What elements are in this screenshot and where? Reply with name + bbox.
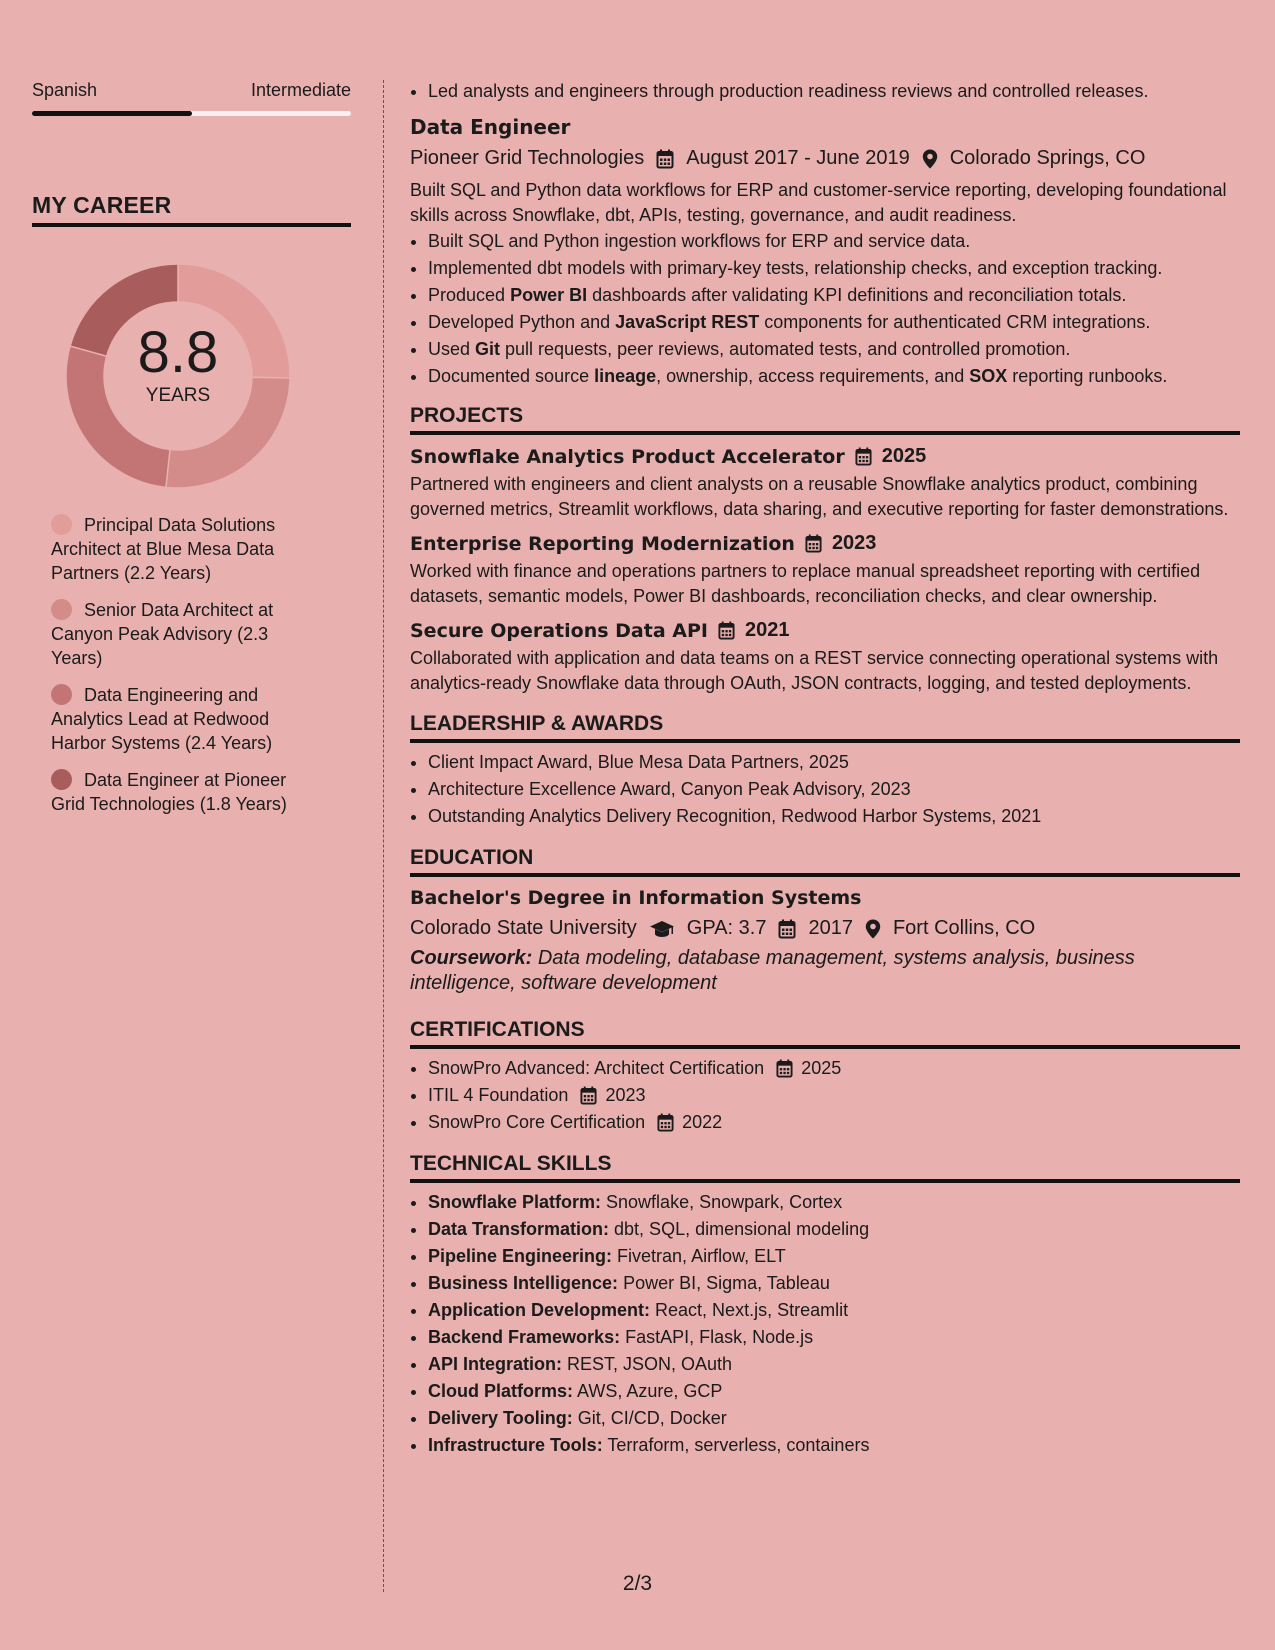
coursework-text: Data modeling, database management, systems analysis, business intelligence, software development <box>410 947 1135 994</box>
graduation-cap-icon <box>649 920 675 938</box>
text: Implemented dbt models with primary-key tests, relationship checks, and exception tracking. <box>428 258 1163 278</box>
projects-list <box>410 445 1240 696</box>
job-meta <box>410 147 1240 170</box>
skill-values: FastAPI, Flask, Node.js <box>620 1327 814 1347</box>
project-heading <box>410 532 1240 555</box>
legend-swatch <box>51 684 72 705</box>
list-item <box>428 1243 1240 1270</box>
text: dashboards after validating KPI definitions and reconciliation totals. <box>587 285 1127 305</box>
location-pin-icon <box>865 919 881 939</box>
text: reporting runbooks. <box>1007 366 1168 386</box>
bold-text: Power BI <box>510 285 588 305</box>
list-item: • Architecture Excellence Award, Canyon Peak Advisory, 2023 <box>428 776 1240 803</box>
text: Produced <box>428 285 511 305</box>
legend-swatch <box>51 514 72 535</box>
list-item <box>428 1270 1240 1297</box>
calendar-icon <box>776 1059 793 1078</box>
skill-category: Backend Frameworks: <box>428 1327 621 1347</box>
list-item <box>428 363 1240 390</box>
skill-values: Snowflake, Snowpark, Cortex <box>601 1192 843 1212</box>
list-item <box>428 336 1240 363</box>
calendar-icon-wrap <box>776 1059 793 1078</box>
job-bullets <box>410 228 1240 390</box>
certifications-section-title: CERTIFICATIONS <box>410 1018 1240 1049</box>
project-heading <box>410 445 1240 468</box>
language-proficiency-bar <box>32 111 351 116</box>
cert-year: 2023 <box>605 1085 646 1105</box>
list-item <box>428 1351 1240 1378</box>
language-row <box>32 80 351 101</box>
legend-swatch <box>51 599 72 620</box>
awards-section-title: LEADERSHIP & AWARDS <box>410 712 1240 743</box>
list-item <box>428 1055 1240 1082</box>
location-pin-icon <box>922 149 938 169</box>
list-item <box>428 1432 1240 1459</box>
job-dates: August 2017 - June 2019 <box>686 147 910 169</box>
column-divider <box>383 80 384 1592</box>
legend-item <box>51 768 311 816</box>
career-section-title: MY CAREER <box>32 192 351 227</box>
skill-values: React, Next.js, Streamlit <box>650 1300 849 1320</box>
skill-values: Git, CI/CD, Docker <box>572 1408 727 1428</box>
donut-center <box>32 320 324 407</box>
career-legend <box>32 513 351 816</box>
list-item <box>428 1189 1240 1216</box>
language-level: Intermediate <box>250 80 351 100</box>
skill-category: Cloud Platforms: <box>428 1381 574 1401</box>
skill-category: Snowflake Platform: <box>428 1192 602 1212</box>
skill-values: Fivetran, Airflow, ELT <box>612 1246 786 1266</box>
bold-text: SOX <box>969 366 1008 386</box>
list-item <box>428 228 1240 255</box>
project-heading <box>410 619 1240 642</box>
text: Built SQL and Python ingestion workflows for ERP and service data. <box>428 231 971 251</box>
legend-label: Senior Data Architect at Canyon Peak Advisory (2.3 Years) <box>51 600 274 668</box>
bold-text: JavaScript REST <box>615 312 760 332</box>
skills-list <box>410 1189 1240 1459</box>
skill-category: Data Transformation: <box>428 1219 610 1239</box>
legend-item <box>51 598 311 670</box>
project-description: Partnered with engineers and client analysts on a reusable Snowflake analytics product, combining governed metrics, Streamlit workflows, data sharing, and executive reporting for faster demonstrations. <box>410 474 1229 519</box>
cert-row <box>428 1109 722 1136</box>
school-name: Colorado State University <box>410 917 637 939</box>
cert-year: 2025 <box>801 1058 842 1078</box>
list-item <box>428 1109 1240 1136</box>
text: , ownership, access requirements, and <box>656 366 970 386</box>
main-content <box>410 78 1240 1459</box>
list-item: • Client Impact Award, Blue Mesa Data Partners, 2025 <box>428 749 1240 776</box>
list-item <box>428 1405 1240 1432</box>
calendar-icon <box>718 621 735 640</box>
career-donut-chart <box>32 245 351 495</box>
list-item <box>428 309 1240 336</box>
job-location: Colorado Springs, CO <box>949 147 1146 169</box>
coursework-label: Coursework: <box>410 947 533 969</box>
text: Used <box>428 339 476 359</box>
list-item <box>428 1378 1240 1405</box>
skill-category: Delivery Tooling: <box>428 1408 573 1428</box>
language-name: Spanish <box>32 80 98 100</box>
list-item <box>428 1297 1240 1324</box>
education-section-title: EDUCATION <box>410 846 1240 877</box>
bold-text: lineage <box>594 366 657 386</box>
legend-swatch <box>51 769 72 790</box>
skill-category: Infrastructure Tools: <box>428 1435 603 1455</box>
skill-category: Business Intelligence: <box>428 1273 619 1293</box>
list-item <box>428 255 1240 282</box>
projects-section-title: PROJECTS <box>410 404 1240 435</box>
legend-label: Data Engineer at Pioneer Grid Technologies (1.8 Years) <box>51 770 287 814</box>
cert-name: • SnowPro Advanced: Architect Certification <box>428 1058 765 1078</box>
text: components for authenticated CRM integrations. <box>759 312 1151 332</box>
legend-item <box>51 683 311 755</box>
text: Documented source <box>428 366 595 386</box>
calendar-icon-wrap <box>718 621 735 640</box>
project-name: Secure Operations Data API <box>410 619 708 642</box>
skill-category: Pipeline Engineering: <box>428 1246 613 1266</box>
legend-item <box>51 513 311 585</box>
calendar-icon-wrap <box>580 1086 597 1105</box>
total-years-value: 8.8 <box>137 320 219 385</box>
cert-row <box>428 1055 841 1082</box>
degree-title: Bachelor's Degree in Information Systems <box>410 887 862 909</box>
page-number: 2/3 <box>622 1572 653 1595</box>
certifications-list <box>410 1055 1240 1136</box>
project-description: Collaborated with application and data teams on a REST service connecting operational systems with analytics-ready Snowflake data through OAuth, JSON contracts, logging, and tested deployments. <box>410 648 1219 693</box>
text: pull requests, peer reviews, automated tests, and controlled promotion. <box>500 339 1071 359</box>
project-year: 2025 <box>881 445 927 467</box>
skill-values: REST, JSON, OAuth <box>562 1354 733 1374</box>
list-item <box>428 1216 1240 1243</box>
cert-name: • SnowPro Core Certification <box>428 1112 646 1132</box>
calendar-icon <box>657 1113 674 1132</box>
awards-list <box>410 749 1240 830</box>
calendar-icon <box>855 447 872 466</box>
job-title: Data Engineer <box>410 115 571 139</box>
calendar-icon-wrap <box>805 534 822 553</box>
job-summary: Built SQL and Python data workflows for ERP and customer-service reporting, developing foundational skills across Snowflake, dbt, APIs, testing, governance, and audit readiness. <box>410 180 1227 225</box>
calendar-icon <box>778 919 796 939</box>
sidebar <box>32 80 351 829</box>
list-item <box>428 1082 1240 1109</box>
project-name: Snowflake Analytics Product Accelerator <box>410 445 845 468</box>
cert-row <box>428 1082 645 1109</box>
coursework <box>410 946 1240 996</box>
list-item: • Outstanding Analytics Delivery Recognition, Redwood Harbor Systems, 2021 <box>428 803 1240 830</box>
calendar-icon <box>805 534 822 553</box>
skills-section-title: TECHNICAL SKILLS <box>410 1152 1240 1183</box>
project-year: 2021 <box>744 619 790 641</box>
total-years-unit: YEARS <box>145 385 211 406</box>
cert-year: 2022 <box>682 1112 723 1132</box>
text: Developed Python and <box>428 312 616 332</box>
list-item <box>428 282 1240 309</box>
skill-values: Terraform, serverless, containers <box>602 1435 870 1455</box>
skill-values: Power BI, Sigma, Tableau <box>618 1273 830 1293</box>
bold-text: Git <box>475 339 501 359</box>
skill-category: Application Development: <box>428 1300 651 1320</box>
calendar-icon <box>656 149 674 169</box>
gpa: GPA: 3.7 <box>686 917 767 939</box>
skill-values: dbt, SQL, dimensional modeling <box>609 1219 870 1239</box>
project-year: 2023 <box>831 532 877 554</box>
list-item <box>428 1324 1240 1351</box>
project-name: Enterprise Reporting Modernization <box>410 532 795 555</box>
calendar-icon-wrap <box>855 447 872 466</box>
cert-name: • ITIL 4 Foundation <box>428 1085 569 1105</box>
education-meta <box>410 917 1240 940</box>
project-description: Worked with finance and operations partners to replace manual spreadsheet reporting with certified datasets, semantic models, Power BI dashboards, reconciliation checks, and clear ownership. <box>410 561 1201 606</box>
job-company: Pioneer Grid Technologies <box>410 147 645 169</box>
skill-category: API Integration: <box>428 1354 562 1374</box>
list-item: • Led analysts and engineers through production readiness reviews and controlled releases. <box>428 78 1240 105</box>
graduation-year: 2017 <box>808 917 853 939</box>
calendar-icon <box>580 1086 597 1105</box>
previous-job-bullets <box>410 78 1240 105</box>
legend-label: Principal Data Solutions Architect at Blue Mesa Data Partners (2.2 Years) <box>51 515 276 583</box>
language-proficiency-fill <box>32 111 192 116</box>
skill-values: AWS, Azure, GCP <box>573 1381 723 1401</box>
school-location: Fort Collins, CO <box>892 917 1036 939</box>
calendar-icon-wrap <box>657 1113 674 1132</box>
legend-label: Data Engineering and Analytics Lead at Redwood Harbor Systems (2.4 Years) <box>51 685 273 753</box>
